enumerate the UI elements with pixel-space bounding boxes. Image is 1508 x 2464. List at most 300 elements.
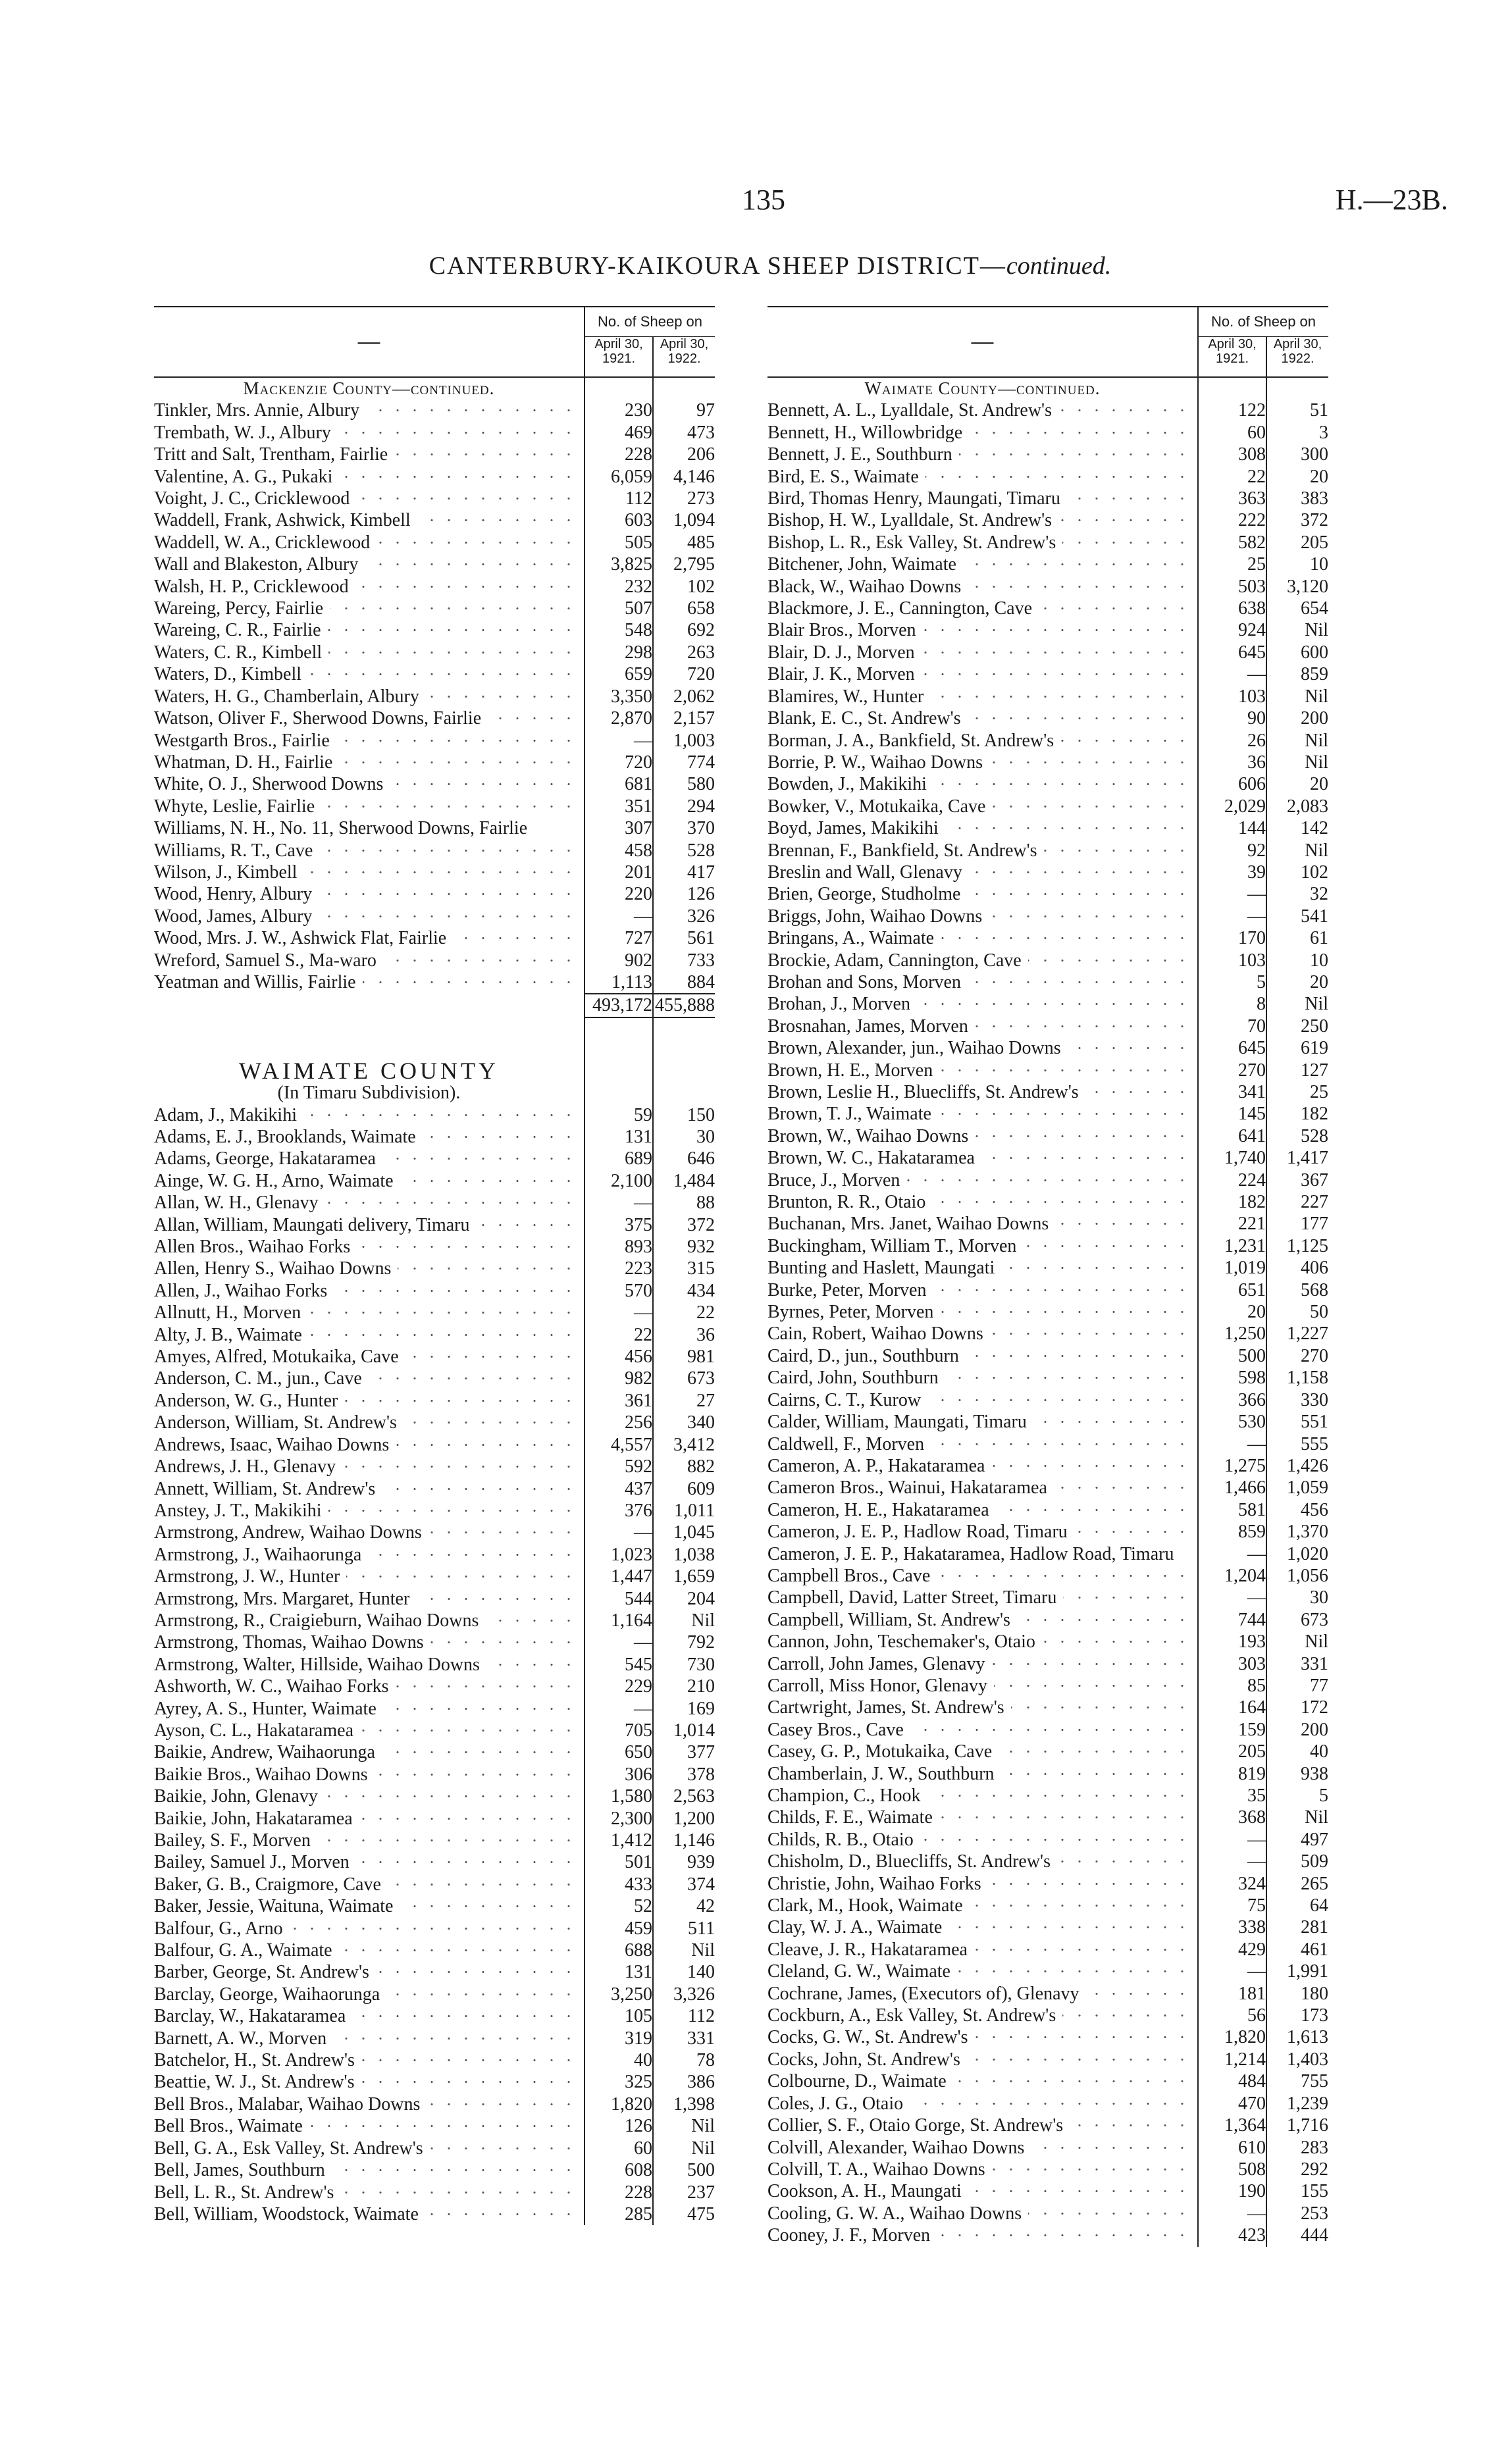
owner-name bbox=[154, 509, 585, 531]
sheep-1921: 190 bbox=[1198, 2180, 1266, 2202]
sheep-1921: 229 bbox=[585, 1676, 653, 1697]
sheep-1922: 61 bbox=[1266, 927, 1328, 949]
waimate-county-heading: WAIMATE COUNTY bbox=[239, 1060, 499, 1083]
sheep-1922: 609 bbox=[653, 1478, 715, 1500]
sheep-1921: 501 bbox=[585, 1851, 653, 1873]
sheep-1921: 56 bbox=[1198, 2005, 1266, 2026]
sheep-1922: 3,120 bbox=[1266, 576, 1328, 598]
sheep-1922: 528 bbox=[653, 840, 715, 861]
sheep-1922: 140 bbox=[653, 1961, 715, 1983]
owner-name bbox=[767, 1851, 1198, 1872]
table-row bbox=[154, 2203, 715, 2225]
owner-name-text: Cooling, G. W. A., Waihao Downs bbox=[767, 2203, 1028, 2224]
owner-name bbox=[767, 2026, 1198, 2048]
owner-name-text: Colvill, T. A., Waihao Downs bbox=[767, 2159, 992, 2180]
sheep-1922: 2,795 bbox=[653, 553, 715, 575]
owner-name-text: Wilson, J., Kimbell bbox=[154, 862, 303, 883]
sheep-1922: 97 bbox=[653, 399, 715, 421]
sheep-1921: 112 bbox=[585, 488, 653, 509]
owner-name-text: Blank, E. C., St. Andrew's bbox=[767, 708, 968, 729]
owner-name bbox=[767, 1983, 1198, 2005]
sheep-1922: 1,094 bbox=[653, 509, 715, 531]
sheep-1922: 182 bbox=[1266, 1103, 1328, 1125]
owner-name bbox=[154, 2159, 585, 2181]
owner-name-text: Cairns, C. T., Kurow bbox=[767, 1390, 927, 1410]
owner-name-text: Tritt and Salt, Trentham, Fairlie bbox=[154, 444, 394, 465]
sheep-1922: 444 bbox=[1266, 2224, 1328, 2246]
owner-name bbox=[767, 1213, 1198, 1235]
sheep-1922: 127 bbox=[1266, 1060, 1328, 1081]
sheep-1921: 375 bbox=[585, 1214, 653, 1236]
sheep-1921: 39 bbox=[1198, 861, 1266, 883]
owner-name bbox=[154, 1895, 585, 1917]
sheep-1922: 730 bbox=[653, 1654, 715, 1676]
sheep-1921: 505 bbox=[585, 532, 653, 553]
owner-name-text: Barclay, W., Hakataramea bbox=[154, 2006, 352, 2026]
owner-name-text: Brunton, R. R., Otaio bbox=[767, 1192, 932, 1212]
owner-name bbox=[154, 2005, 585, 2027]
sheep-1922: Nil bbox=[653, 2138, 715, 2159]
owner-name-text: Brown, Alexander, jun., Waihao Downs bbox=[767, 1038, 1068, 1058]
sheep-1921: 52 bbox=[585, 1895, 653, 1917]
owner-name bbox=[154, 707, 585, 729]
owner-name bbox=[767, 1565, 1198, 1587]
sheep-1921: 103 bbox=[1198, 950, 1266, 971]
table-row bbox=[767, 1455, 1328, 1477]
owner-name bbox=[154, 2028, 585, 2049]
sheep-1922: 172 bbox=[1266, 1697, 1328, 1718]
left-sheep-table bbox=[154, 306, 715, 2225]
owner-name bbox=[767, 817, 1198, 839]
sheep-1922: 406 bbox=[1266, 1257, 1328, 1279]
table-row bbox=[767, 1807, 1328, 1828]
sheep-1921: 92 bbox=[1198, 840, 1266, 861]
owner-name bbox=[767, 1653, 1198, 1675]
owner-name bbox=[767, 1037, 1198, 1059]
empty-cell bbox=[154, 1017, 585, 1060]
sheep-1922: 1,020 bbox=[1266, 1543, 1328, 1565]
sheep-1922: 580 bbox=[653, 773, 715, 795]
sheep-1921: 508 bbox=[1198, 2159, 1266, 2180]
sheep-1921: 3,250 bbox=[585, 1984, 653, 2005]
owner-name bbox=[767, 1301, 1198, 1323]
owner-name-text: Allan, William, Maungati delivery, Timaru bbox=[154, 1215, 477, 1235]
sheep-1921: 363 bbox=[1198, 488, 1266, 509]
owner-name-text: Waters, D., Kimbell bbox=[154, 664, 308, 684]
table-row bbox=[154, 1720, 715, 1741]
table-row bbox=[767, 1873, 1328, 1895]
table-row bbox=[154, 1302, 715, 1323]
owner-name bbox=[767, 1323, 1198, 1345]
owner-name bbox=[154, 1741, 585, 1763]
owner-name-text: Williams, R. T., Cave bbox=[154, 840, 319, 861]
owner-name bbox=[154, 1654, 585, 1676]
sheep-1922: 30 bbox=[1266, 1587, 1328, 1608]
table-row bbox=[767, 950, 1328, 971]
sheep-1922: Nil bbox=[1266, 993, 1328, 1015]
sheep-1922: 372 bbox=[653, 1214, 715, 1236]
sheep-1922: 210 bbox=[653, 1676, 715, 1697]
sheep-1922: 1,014 bbox=[653, 1720, 715, 1741]
year-1922-line1: April 30, bbox=[1273, 337, 1322, 351]
sheep-1921: 645 bbox=[1198, 642, 1266, 663]
table-row bbox=[767, 752, 1328, 773]
owner-name bbox=[767, 1103, 1198, 1125]
sheep-1922: 270 bbox=[1266, 1345, 1328, 1367]
owner-name-text: Amyes, Alfred, Motukaika, Cave bbox=[154, 1347, 405, 1367]
table-row bbox=[154, 1984, 715, 2005]
owner-name bbox=[154, 1412, 585, 1433]
owner-name-text: Valentine, A. G., Pukaki bbox=[154, 467, 339, 487]
table-row bbox=[767, 1323, 1328, 1345]
sheep-1921: 859 bbox=[1198, 1521, 1266, 1543]
owner-name bbox=[154, 883, 585, 905]
sheep-1922: 20 bbox=[1266, 466, 1328, 488]
year-1921-line2: 1921. bbox=[602, 351, 636, 366]
table-row bbox=[767, 1916, 1328, 1938]
sheep-1921: 298 bbox=[585, 642, 653, 663]
sheep-1922: 331 bbox=[1266, 1653, 1328, 1675]
owner-name-text: Carroll, John James, Glenavy bbox=[767, 1654, 992, 1674]
sheep-1922: 461 bbox=[1266, 1939, 1328, 1961]
sheep-1922: 473 bbox=[653, 422, 715, 444]
table-row bbox=[767, 1257, 1328, 1279]
table-row bbox=[154, 1412, 715, 1433]
owner-name-text: Bennett, H., Willowbridge bbox=[767, 423, 969, 443]
sheep-1922: 485 bbox=[653, 532, 715, 553]
sheep-1922: 497 bbox=[1266, 1829, 1328, 1851]
table-row bbox=[767, 906, 1328, 927]
table-row bbox=[767, 1961, 1328, 1982]
sheep-1922: 884 bbox=[653, 971, 715, 994]
sheep-1921: 819 bbox=[1198, 1763, 1266, 1785]
sheep-1922: 475 bbox=[653, 2203, 715, 2225]
owner-name-text: Brown, T. J., Waimate bbox=[767, 1104, 938, 1124]
sheep-1922: 2,083 bbox=[1266, 796, 1328, 817]
table-row bbox=[767, 1191, 1328, 1213]
table-row bbox=[767, 2137, 1328, 2159]
sheep-1921: 2,870 bbox=[585, 707, 653, 729]
sheep-1921: 570 bbox=[585, 1280, 653, 1302]
owner-name bbox=[767, 576, 1198, 598]
table-row bbox=[154, 1764, 715, 1785]
sheep-1922: 180 bbox=[1266, 1983, 1328, 2005]
sheep-1922: 882 bbox=[653, 1456, 715, 1477]
sheep-1922: 859 bbox=[1266, 663, 1328, 685]
table-row bbox=[154, 883, 715, 905]
sheep-1921: — bbox=[1198, 1433, 1266, 1455]
owner-name bbox=[154, 2182, 585, 2203]
owner-name bbox=[154, 1214, 585, 1236]
sheep-1921: 1,364 bbox=[1198, 2115, 1266, 2136]
table-row bbox=[767, 2005, 1328, 2026]
sheep-1922: 774 bbox=[653, 752, 715, 773]
owner-name-text: Brien, George, Studholme bbox=[767, 884, 967, 904]
sheep-count-header: No. of Sheep on bbox=[1198, 307, 1328, 337]
sheep-1921: 1,580 bbox=[585, 1785, 653, 1807]
owner-name bbox=[154, 1104, 585, 1126]
owner-name-text: Clark, M., Hook, Waimate bbox=[767, 1895, 970, 1916]
sheep-1921: 3,825 bbox=[585, 553, 653, 575]
sheep-1922: 932 bbox=[653, 1236, 715, 1258]
owner-name bbox=[154, 1258, 585, 1279]
sheep-1921: 484 bbox=[1198, 2070, 1266, 2092]
table-row bbox=[154, 619, 715, 641]
sheep-1922: 142 bbox=[1266, 817, 1328, 839]
sheep-1922: 1,038 bbox=[653, 1544, 715, 1566]
empty-cell bbox=[585, 1017, 653, 1060]
owner-name bbox=[154, 840, 585, 861]
table-row bbox=[767, 1521, 1328, 1543]
owner-name-text: Barber, George, St. Andrew's bbox=[154, 1962, 376, 1982]
sheep-1922: 372 bbox=[1266, 509, 1328, 531]
table-row bbox=[767, 1499, 1328, 1521]
owner-name bbox=[154, 1302, 585, 1323]
sheep-1921: 25 bbox=[1198, 553, 1266, 575]
owner-name bbox=[767, 1257, 1198, 1279]
table-row bbox=[154, 2049, 715, 2071]
table-row bbox=[767, 642, 1328, 663]
owner-name-text: Brockie, Adam, Cannington, Cave bbox=[767, 950, 1028, 971]
sheep-1922: 2,563 bbox=[653, 1785, 715, 1807]
sheep-1921: 376 bbox=[585, 1500, 653, 1522]
owner-name-text: Baker, G. B., Craigmore, Cave bbox=[154, 1874, 388, 1895]
sheep-1921: 608 bbox=[585, 2159, 653, 2181]
owner-name bbox=[767, 1279, 1198, 1301]
table-row bbox=[154, 2028, 715, 2049]
sheep-1922: Nil bbox=[1266, 1807, 1328, 1828]
table-row bbox=[154, 1258, 715, 1279]
table-row bbox=[154, 1522, 715, 1543]
owner-name-text: Cameron, H. E., Hakataramea bbox=[767, 1500, 996, 1520]
owner-name-text: Bell, G. A., Esk Valley, St. Andrew's bbox=[154, 2138, 430, 2159]
sheep-1921: 221 bbox=[1198, 1213, 1266, 1235]
owner-name-text: Whatman, D. H., Fairlie bbox=[154, 752, 339, 773]
sheep-1921: 544 bbox=[585, 1588, 653, 1610]
owner-name-text: Anstey, J. T., Makikihi bbox=[154, 1501, 328, 1521]
table-row bbox=[767, 1279, 1328, 1301]
owner-name bbox=[154, 906, 585, 927]
table-row bbox=[767, 1543, 1328, 1565]
owner-name-text: Brosnahan, James, Morven bbox=[767, 1016, 975, 1037]
sheep-1921: — bbox=[585, 1302, 653, 1323]
sheep-1922: Nil bbox=[653, 1939, 715, 1961]
sheep-1922: 273 bbox=[653, 488, 715, 509]
table-row bbox=[767, 730, 1328, 752]
owner-name-text: Wood, Mrs. J. W., Ashwick Flat, Fairlie bbox=[154, 928, 453, 948]
owner-name-text: Wood, Henry, Albury bbox=[154, 884, 319, 904]
sheep-1921: 720 bbox=[585, 752, 653, 773]
sheep-1922: 20 bbox=[1266, 971, 1328, 993]
sheep-1921: — bbox=[1198, 1543, 1266, 1565]
sheep-1922: 377 bbox=[653, 1741, 715, 1763]
owner-name-text: Cartwright, James, St. Andrew's bbox=[767, 1697, 1011, 1718]
owner-name-text: Colvill, Alexander, Waihao Downs bbox=[767, 2138, 1031, 2158]
table-row bbox=[767, 422, 1328, 444]
table-row bbox=[154, 730, 715, 752]
sheep-1922: 1,045 bbox=[653, 1522, 715, 1543]
sheep-1922: 77 bbox=[1266, 1675, 1328, 1697]
name-column-header: — bbox=[767, 307, 1198, 377]
sheep-1922: 555 bbox=[1266, 1433, 1328, 1455]
owner-name-text: Wareing, Percy, Fairlie bbox=[154, 598, 330, 619]
owner-name bbox=[767, 1345, 1198, 1367]
table-row bbox=[154, 1544, 715, 1566]
sheep-1921: 2,100 bbox=[585, 1170, 653, 1192]
right-column bbox=[767, 306, 1328, 2247]
name-column-header: — bbox=[154, 307, 585, 377]
timaru-subdivision-subheading-row bbox=[154, 1082, 715, 1104]
sheep-1922: 1,417 bbox=[1266, 1147, 1328, 1169]
owner-name bbox=[154, 1522, 585, 1543]
owner-name-text: Black, W., Waihao Downs bbox=[767, 577, 968, 597]
sheep-1921: 1,820 bbox=[585, 2093, 653, 2115]
owner-name-text: Armstrong, Mrs. Margaret, Hunter bbox=[154, 1589, 416, 1609]
owner-name bbox=[154, 1939, 585, 1961]
sheep-1921: 592 bbox=[585, 1456, 653, 1477]
owner-name bbox=[154, 2093, 585, 2115]
sheep-1921: 36 bbox=[1198, 752, 1266, 773]
owner-name bbox=[154, 1764, 585, 1785]
sheep-1922: 2,157 bbox=[653, 707, 715, 729]
owner-name bbox=[154, 796, 585, 817]
table-row bbox=[767, 1983, 1328, 2005]
sheep-1921: 581 bbox=[1198, 1499, 1266, 1521]
owner-name-text: Cocks, John, St. Andrew's bbox=[767, 2049, 967, 2070]
sheep-1921: 1,164 bbox=[585, 1610, 653, 1631]
owner-name-text: Cookson, A. H., Maungati bbox=[767, 2181, 968, 2201]
table-row bbox=[767, 2049, 1328, 2070]
owner-name-text: Anderson, William, St. Andrew's bbox=[154, 1412, 403, 1433]
owner-name bbox=[767, 2093, 1198, 2115]
table-row bbox=[767, 1367, 1328, 1389]
owner-name bbox=[154, 1280, 585, 1302]
sheep-1922: 1,659 bbox=[653, 1566, 715, 1587]
sheep-1922: 1,227 bbox=[1266, 1323, 1328, 1345]
owner-name bbox=[154, 399, 585, 421]
sheep-1921: 205 bbox=[1198, 1741, 1266, 1762]
owner-name bbox=[154, 950, 585, 971]
sheep-1922: 3,412 bbox=[653, 1434, 715, 1456]
owner-name-text: Cochrane, James, (Executors of), Glenavy bbox=[767, 1984, 1086, 2004]
owner-name-text: Armstrong, R., Craigieburn, Waihao Downs bbox=[154, 1610, 485, 1631]
table-row bbox=[767, 2180, 1328, 2202]
table-row bbox=[767, 1345, 1328, 1367]
owner-name-text: Anderson, C. M., jun., Cave bbox=[154, 1368, 369, 1389]
sheep-1921: 459 bbox=[585, 1918, 653, 1939]
sheep-1922: 237 bbox=[653, 2182, 715, 2203]
table-row bbox=[154, 906, 715, 927]
table-row bbox=[154, 1324, 715, 1346]
table-row bbox=[154, 422, 715, 444]
sheep-1922: 755 bbox=[1266, 2070, 1328, 2092]
table-row bbox=[154, 1808, 715, 1830]
owner-name bbox=[154, 817, 585, 839]
table-row bbox=[154, 488, 715, 509]
owner-name bbox=[767, 1125, 1198, 1147]
owner-name-text: Chamberlain, J. W., Southburn bbox=[767, 1764, 1001, 1784]
sheep-1921: 650 bbox=[585, 1741, 653, 1763]
sheep-1921: 651 bbox=[1198, 1279, 1266, 1301]
owner-name bbox=[767, 1916, 1198, 1938]
sheep-1922: 528 bbox=[1266, 1125, 1328, 1147]
owner-name bbox=[154, 1390, 585, 1412]
table-row bbox=[767, 1389, 1328, 1411]
owner-name bbox=[767, 1433, 1198, 1455]
sheep-1922: 673 bbox=[1266, 1609, 1328, 1631]
table-row bbox=[154, 1566, 715, 1587]
sheep-1922: 3,326 bbox=[653, 1984, 715, 2005]
owner-name bbox=[767, 2180, 1198, 2202]
year-1922-header bbox=[1266, 337, 1328, 378]
owner-name-text: Bishop, L. R., Esk Valley, St. Andrew's bbox=[767, 532, 1062, 553]
table-row bbox=[154, 927, 715, 949]
owner-name-text: Bitchener, John, Waimate bbox=[767, 554, 963, 575]
sheep-1921: 982 bbox=[585, 1368, 653, 1389]
owner-name bbox=[767, 509, 1198, 531]
sheep-1921: 1,023 bbox=[585, 1544, 653, 1566]
owner-name bbox=[154, 1631, 585, 1653]
table-row bbox=[154, 1456, 715, 1477]
table-row bbox=[154, 1588, 715, 1610]
owner-name-text: Brennan, F., Bankfield, St. Andrew's bbox=[767, 840, 1044, 861]
waimate-county-heading-row bbox=[154, 1060, 715, 1082]
owner-name bbox=[767, 1631, 1198, 1653]
table-row bbox=[154, 1478, 715, 1500]
table-row bbox=[154, 598, 715, 619]
sheep-1921: 5 bbox=[1198, 971, 1266, 993]
mackenzie-county-heading: Mackenzie County—continued. bbox=[243, 378, 495, 398]
sheep-1921: — bbox=[585, 1698, 653, 1720]
owner-name bbox=[154, 553, 585, 575]
district-title-main: CANTERBURY-KAIKOURA SHEEP DISTRICT— bbox=[429, 252, 1006, 280]
sheep-1922: 330 bbox=[1266, 1389, 1328, 1411]
owner-name bbox=[767, 1675, 1198, 1697]
sheep-1922: 378 bbox=[653, 1764, 715, 1785]
owner-name bbox=[767, 553, 1198, 575]
sheep-1921: 59 bbox=[585, 1104, 653, 1126]
sheep-1922: 1,125 bbox=[1266, 1235, 1328, 1257]
section-heading-row bbox=[154, 377, 715, 399]
owner-name bbox=[767, 1169, 1198, 1191]
sheep-1922: 386 bbox=[653, 2071, 715, 2093]
table-row bbox=[154, 1939, 715, 1961]
owner-name bbox=[154, 1808, 585, 1830]
sheep-1922: 1,200 bbox=[653, 1808, 715, 1830]
owner-name-text: Blamires, W., Hunter bbox=[767, 686, 930, 707]
sheep-1922: 126 bbox=[653, 883, 715, 905]
sheep-1922: 1,059 bbox=[1266, 1477, 1328, 1499]
owner-name-text: Waters, C. R., Kimbell bbox=[154, 642, 328, 663]
table-row bbox=[154, 1170, 715, 1192]
sheep-1922: 294 bbox=[653, 796, 715, 817]
table-row bbox=[767, 466, 1328, 488]
year-1922-line2: 1922. bbox=[1281, 351, 1314, 366]
sheep-1921: 20 bbox=[1198, 1301, 1266, 1323]
owner-name-text: Brown, H. E., Morven bbox=[767, 1060, 939, 1081]
owner-name bbox=[767, 399, 1198, 421]
owner-name-text: Bennett, J. E., Southburn bbox=[767, 444, 959, 465]
sheep-1922: 1,011 bbox=[653, 1500, 715, 1522]
sheep-1921: 22 bbox=[585, 1324, 653, 1346]
sheep-1922: 500 bbox=[653, 2159, 715, 2181]
sheep-1922: 792 bbox=[653, 1631, 715, 1653]
sheep-1922: 51 bbox=[1266, 399, 1328, 421]
owner-name-text: Baikie, Andrew, Waihaorunga bbox=[154, 1742, 382, 1762]
sheep-1922: 1,003 bbox=[653, 730, 715, 752]
owner-name-text: Cameron, A. P., Hakataramea bbox=[767, 1456, 991, 1476]
owner-name bbox=[154, 861, 585, 883]
